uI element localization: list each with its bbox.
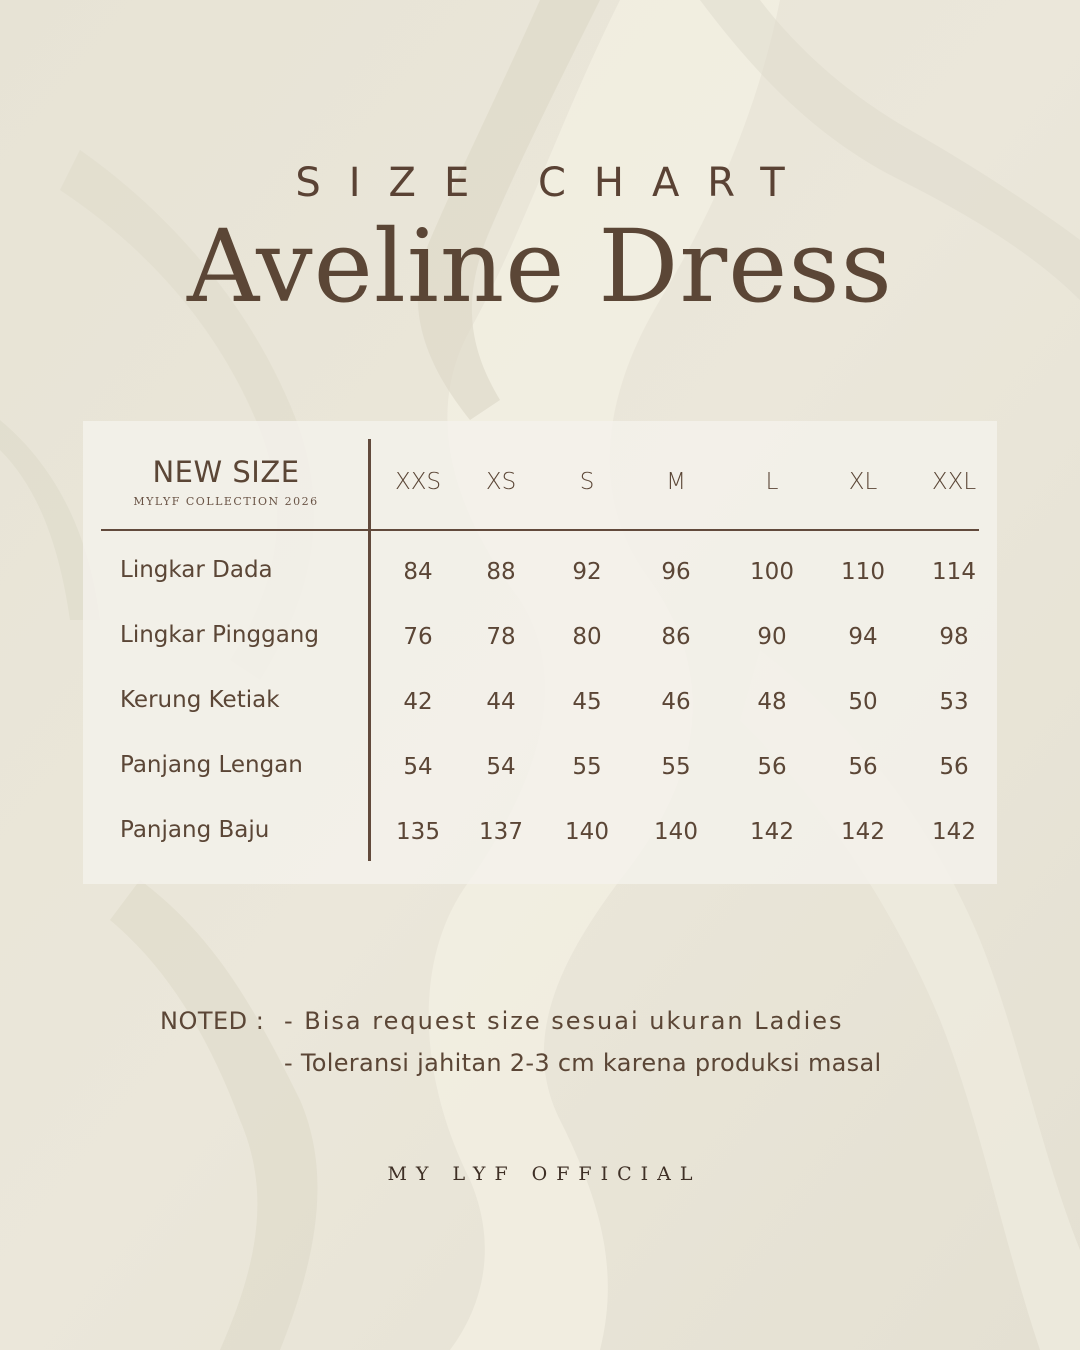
table-cell: 88 [486,559,516,585]
size-header: XL [848,469,878,495]
table-cell: 54 [403,754,433,780]
table-cell: 140 [565,819,609,845]
table-cell: 56 [848,754,878,780]
table-cell: 142 [750,819,794,845]
table-cell: 42 [403,689,433,715]
table-cell: 140 [654,819,698,845]
page-title: Aveline Dress [187,208,893,325]
table-cell: 80 [572,624,602,650]
note-line: - Toleransi jahitan 2-3 cm karena produksi masal [284,1049,882,1077]
row-label: Panjang Lengan [120,752,303,778]
table-cell: 44 [486,689,516,715]
table-cell: 96 [661,559,691,585]
table-cell: 142 [841,819,885,845]
table-cell: 55 [661,754,691,780]
table-cell: 54 [486,754,516,780]
table-cell: 84 [403,559,433,585]
table-cell: 90 [757,624,787,650]
table-cell: 50 [848,689,878,715]
table-cell: 137 [479,819,523,845]
size-table [83,421,997,884]
table-cell: 100 [750,559,794,585]
size-header: XS [485,469,517,495]
table-cell: 98 [939,624,969,650]
table-cell: 94 [848,624,878,650]
note-line: - Bisa request size sesuai ukuran Ladies [284,1007,844,1035]
size-header: M [666,469,686,495]
table-cell: 46 [661,689,691,715]
table-cell: 110 [841,559,885,585]
size-header: L [765,469,779,495]
size-header: S [579,469,595,495]
row-label: Lingkar Pinggang [120,622,319,648]
table-header-subtitle: MYLYF COLLECTION 2026 [133,495,319,508]
table-vertical-divider [368,439,371,861]
table-cell: 53 [939,689,969,715]
table-header-title: NEW SIZE [152,455,300,489]
size-header: XXL [931,469,977,495]
table-cell: 135 [396,819,440,845]
row-label: Lingkar Dada [120,557,273,583]
row-label: Panjang Baju [120,817,270,843]
table-cell: 45 [572,689,602,715]
table-cell: 48 [757,689,787,715]
table-cell: 86 [661,624,691,650]
size-header: XXS [394,469,442,495]
notes-label: NOTED : [160,1007,265,1035]
brand-footer: MY LYF OFFICIAL [387,1163,702,1185]
row-label: Kerung Ketiak [120,687,280,713]
page-kicker: SIZE CHART [295,160,813,206]
table-cell: 56 [939,754,969,780]
table-cell: 114 [932,559,976,585]
table-cell: 78 [486,624,516,650]
table-cell: 92 [572,559,602,585]
table-cell: 142 [932,819,976,845]
table-header-divider [101,529,979,531]
table-cell: 55 [572,754,602,780]
table-cell: 56 [757,754,787,780]
table-cell: 76 [403,624,433,650]
